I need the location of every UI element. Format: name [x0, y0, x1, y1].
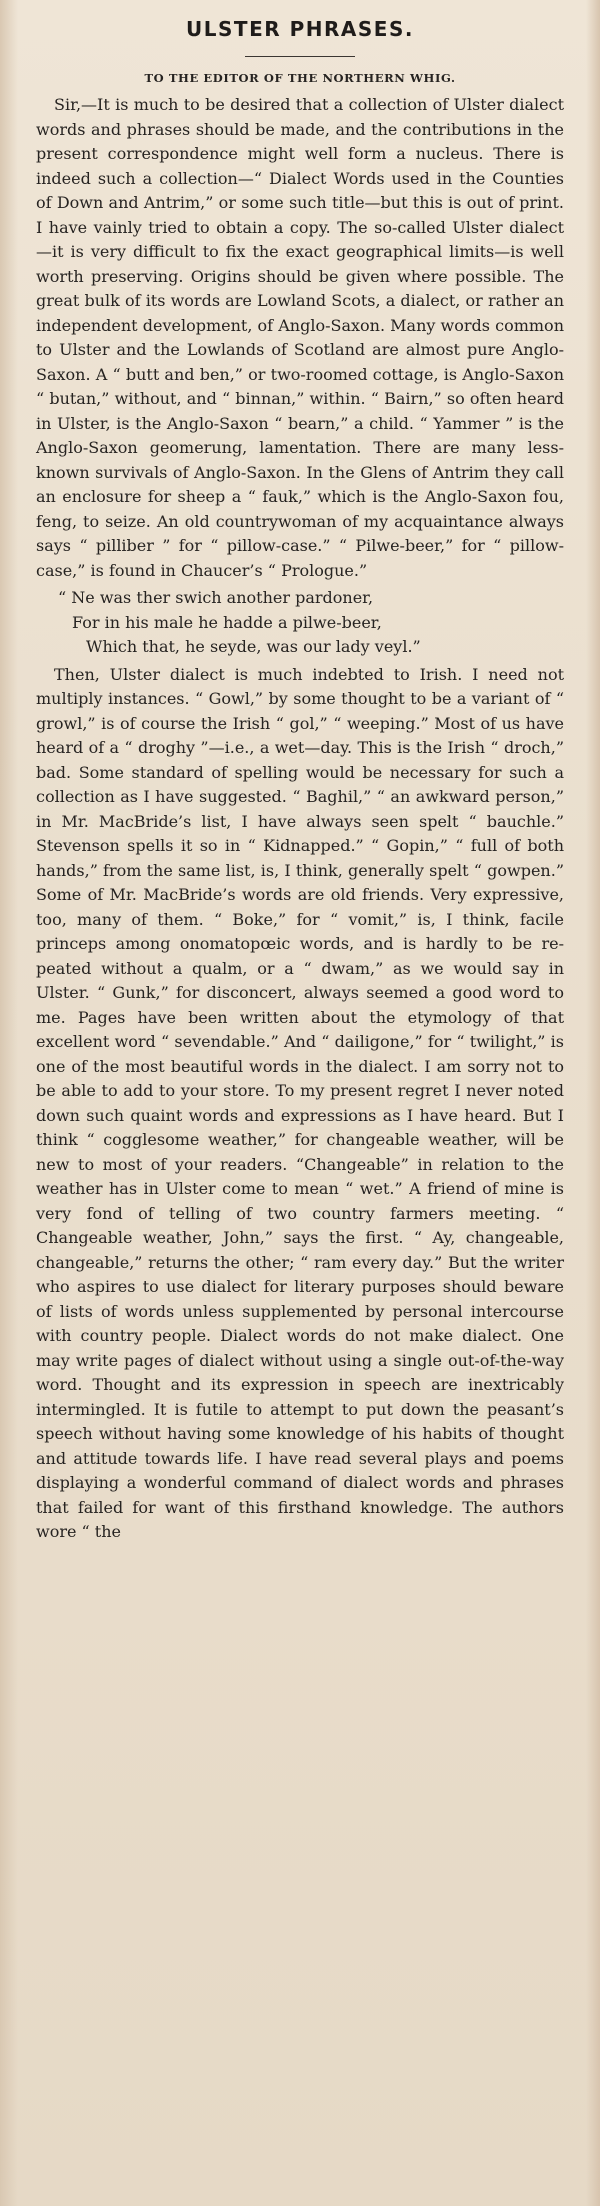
article-body	[36, 93, 564, 1545]
verse-line: For in his male he hadde a pilwe-beer,	[72, 612, 382, 632]
headline-rule	[245, 56, 355, 57]
verse-line: “ Ne was ther swich another pardoner,	[58, 588, 374, 607]
paragraph: Sir,—It is much to be desired that a collection of Ulster dialect words and phrases should be made, and the contributions in the present correspondence might well form a nucleus. There is indeed such a collection—“ Dialect Words used in the Counties of Down and Antrim,” or some such title—but this is out of print. I have vainly tried to obtain a copy. The so-called Ulster dialect—it is very difficult to fix the exact geographical limits—is well worth preserving. Origins should be given where possible. The great bulk of its words are Lowland Scots, a dialect, or rather an independent development, of Anglo-Saxon. Many words common to Ulster and the Lowlands of Scotland are almost pure Anglo-Saxon. A “ butt and ben,” or two-roomed cottage, is Anglo-Saxon “ butan,” without, and “ binnan,” within. “ Bairn,” so often heard in Ulster, is the Anglo-Saxon “ bearn,” a child. “ Yammer ” is the Anglo-Saxon geomerung, lamentation. There are many less-known survivals of Anglo-Saxon. In the Glens of Antrim they call an enclosure for sheep a “ fauk,” which is the Anglo-Saxon fou, feng, to seize. An old countrywoman of my acquaintance always says “ pilliber ” for “ pillow-case.” “ Pilwe-beer,” for “ pillowcase,” is found in Chaucer’s “ Prologue.”	[36, 95, 564, 580]
headline: ULSTER PHRASES.	[186, 17, 414, 41]
salutation: TO THE EDITOR OF THE NORTHERN WHIG.	[144, 71, 456, 85]
paper-edge-left	[0, 0, 18, 2206]
verse-quote	[36, 586, 564, 660]
paragraph: Then, Ulster dialect is much indebted to Irish. I need not multiply instances. “ Gowl,” by some thought to be a variant of “ growl,” is of course the Irish “ gol,” “ weeping.” Most of us have heard of a “ droghy ”—i.e., a wet—day. This is the Irish “ droch,” bad. Some standard of spelling would be necessary for such a collection as I have suggested. “ Baghil,” “ an awkward person,” in Mr. MacBride’s list, I have always seen spelt “ bauchle.” Stevenson spells it so in “ Kidnapped.” “ Gopin,” “ full of both hands,” from the same list, is, I think, generally spelt “ gowpen.” Some of Mr. MacBride’s words are old friends. Very expressive, too, many of them. “ Boke,” for “ vomit,” is, I think, facile princeps among onomatopœic words, and is hardly to be repeated without a qualm, or a “ dwam,” as we would say in Ulster. “ Gunk,” for disconcert, always seemed a good word to me. Pages have been written about the etymology of that excellent word “ sevendable.” And “ dailigone,” for “ twilight,” is one of the most beautiful words in the dialect. I am sorry not to be able to add to your store. To my present regret I never noted down such quaint words and expressions as I have heard. But I think “ cogglesome weather,” for changeable weather, will be new to most of your readers. “Changeable” in relation to the weather has in Ulster come to mean “ wet.” A friend of mine is very fond of telling of two country farmers meeting. “ Changeable weather, John,” says the first. “ Ay, changeable, changeable,” returns the other; “ ram every day.” But the writer who aspires to use dialect for literary purposes should beware of lists of words unless supplemented by personal intercourse with country people. Dialect words do not make dialect. One may write pages of dialect without using a single out-of-the-way word. Thought and its expression in speech are inextricably intermingled. It is futile to attempt to put down the peasant’s speech without having some knowledge of his habits of thought and attitude towards life. I have read several plays and poems displaying a wonderful command of dialect words and phrases that failed for want of this firsthand knowledge. The authors wore “ the	[36, 664, 564, 1541]
paper-edge-right	[586, 0, 600, 2206]
verse-line: Which that, he seyde, was our lady veyl.”	[86, 637, 421, 656]
